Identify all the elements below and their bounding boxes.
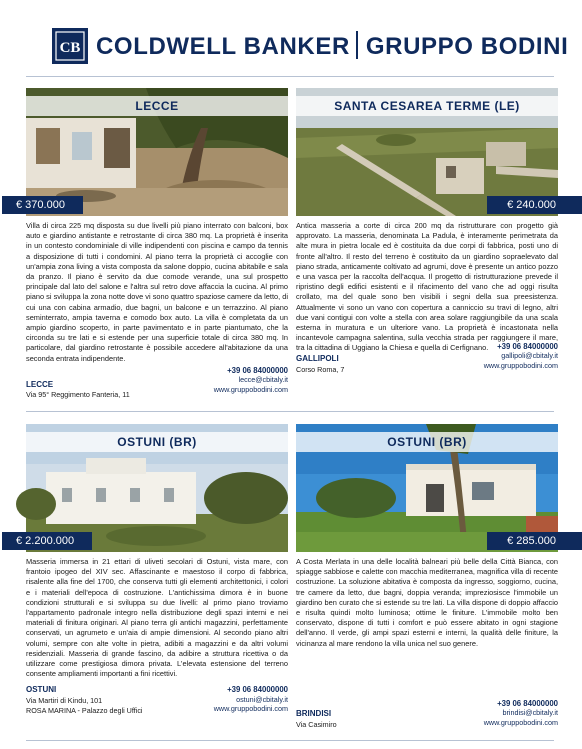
page-header — [0, 0, 580, 78]
listing-description: Antica masseria a corte di circa 200 mq da ristrutturare con progetto già approvato. La masseria, denominata La Padula, è interamente perimetrata da alte mura in pietra locale ed è costituita da due corpi di fabbrica, posti uno di fronte all'altro. Il resto del terreno è costituito da un giardino sopraelevato dal piano strada, anticamente coltivato ad agrumi, dove è presente un antico pozzo e una vasca per la raccolta dell'acqua. Il progetto di ristrutturazione prevede il ripristino degli edifici esistenti e il rifacimento del vano che ad oggi risulta crollato, ma del quale sono ben visibili i segni della sua preesistenza. Attualmente vi sono un vano con copertura a canniccio su travi di legno, altri due vani contigui con volte a stella con area solare raggiungibile da una scala esterna in muratura e un ulteriore vano. La proprietà è incastonata nella incantevole campagna salentina, sulla vecchia strada per raggiungere il mare, tra la cittadina di Uggiano la Chiesa e quella di Cerfignano. — [296, 221, 558, 353]
listing-description: Villa di circa 225 mq disposta su due livelli più piano interrato con balconi, box auto e giardino antistante e retrostante di circa 380 mq. La proprietà è inserita in un contesto condominiale di ville indipendenti con piscina e campo da tennis a disposizione di tutti i condomini. Al piano terra la proprietà ci accoglie con un'ampia zona living a vista composta da salone doppio, cucina abitabile e sala da pranzo. Il piano è servito da due comode verande, una sul prospetto principale dal lato del salone e l'altra sul retro dove affaccia la cucina. Al primo piano si sviluppa la zona notte dove vi sono quattro spaziose camere da letto, di cui una con cabina armadio, due bagni, un balcone e un terrazzino. Al piano seminterrato, ampia taverna e comodo box auto. La villa è completata da un ampio giardino scoperto, in parte pavimentato e in parte piantumato, che la circonda su tre lati e si estende per una superficie totale di circa 380 mq. In particolare, dal giardino retrostante è possibile accedere all'abitazione da una seconda entrata indipendente. — [26, 221, 288, 363]
office-website[interactable]: www.gruppobodini.com — [483, 717, 558, 727]
listing-card[interactable] — [16, 424, 288, 716]
office-email[interactable]: lecce@cbitaly.it — [238, 375, 288, 385]
listing-photo[interactable] — [16, 424, 288, 552]
footer-divider — [26, 740, 554, 741]
cb-logo — [52, 28, 88, 64]
listing-photo[interactable] — [16, 88, 288, 216]
cb-logo-icon — [52, 28, 88, 64]
office-website[interactable]: www.gruppobodini.com — [213, 384, 288, 394]
office-contacts — [214, 685, 288, 714]
listing-description: A Costa Merlata in una delle località balneari più belle della Città Bianca, con spiagge sabbiose e calette con macchia mediterranea, magnifica villa di recente costruzione. La soluzione abitativa è composta da ingresso, soggiorno, cucina, tre camere da letto, due bagni, doppia veranda; impreziosisce l'immobile un giardino ben curato che si estende su tre lati. La villa dispone di doppio affaccio e risulta quindi molto luminosa; ottime le finiture. L'immobile molto ben conservato, dispone di tutti i comfort e può essere abitato in ogni stagione dell'anno. Il verde, gli ampi spazi esterni e interni, la qualità delle finiture, la vicinanza al mare rendono la villa unica nel suo genere. — [296, 557, 558, 648]
listing-card[interactable] — [296, 424, 558, 733]
office-address: Via 95° Reggimento Fanteria, 11 — [26, 389, 130, 399]
listing-card[interactable] — [296, 88, 558, 390]
price-tag: € 285.000 — [487, 532, 582, 550]
header-divider — [26, 76, 554, 77]
office-city: OSTUNI — [26, 685, 57, 695]
office-footer — [296, 699, 558, 733]
office-footer — [296, 341, 558, 390]
price-tag: € 370.000 — [2, 196, 83, 214]
office-website[interactable]: www.gruppobodini.com — [483, 360, 558, 370]
section-divider — [26, 411, 554, 412]
svg-text:CB: CB — [59, 40, 81, 56]
office-email[interactable]: ostuni@cbitaly.it — [236, 694, 288, 704]
office-email[interactable]: brindisi@cbitaly.it — [502, 708, 558, 718]
office-phone[interactable]: +39 06 84000000 — [497, 698, 558, 708]
office-website[interactable]: www.gruppobodini.com — [213, 704, 288, 714]
listing-photo[interactable] — [296, 88, 558, 216]
location-banner: LECCE — [26, 96, 288, 116]
location-banner: SANTA CESAREA TERME (LE) — [296, 96, 558, 116]
office-city: GALLIPOLI — [296, 353, 339, 363]
office-contacts — [484, 699, 558, 728]
office-phone[interactable]: +39 06 84000000 — [497, 341, 558, 351]
office-phone[interactable]: +39 06 84000000 — [227, 365, 288, 375]
office-city: LECCE — [26, 379, 54, 389]
office-contacts — [214, 366, 288, 395]
listing-description: Masseria immersa in 21 ettari di uliveti secolari di Ostuni, vista mare, con frantoio ipogeo del XIV sec. Affascinante e maestoso il corpo di fabbrica, risalente alla fine del 1700, che conserva tutti gli elementi architettonici, i colori e i materiali dell'epoca di costruzione. L'antichissima dimora è in buone condizioni strutturali e si sviluppa su due livelli: al primo piano troviamo l'appartamento padronale integro nella distribuzione degli spazi interni e nei materiali di finitura originari. Al piano terra gli antichi magazzini, perfettamente conservati, un agrumeto e un'aia di ampie dimensioni. Al secondo piano altri volumi, sempre con alte volte in pietra, adibiti a magazzini e da altri volumi residenziali. Masseria di grande fascino, da adibire a struttura ricettiva o da utilizzare come prestigiosa dimora privata. L'elevata estensione del terreno consente ampliamenti importanti a fini ricettivi. — [26, 557, 288, 679]
brand-left: COLDWELL BANKER — [96, 33, 350, 60]
brand-separator — [356, 31, 358, 59]
office-footer — [26, 366, 288, 400]
location-banner: OSTUNI (BR) — [26, 432, 288, 452]
office-address: Corso Roma, 7 — [296, 364, 345, 374]
office-phone[interactable]: +39 06 84000000 — [227, 685, 288, 695]
office-email[interactable]: gallipoli@cbitaly.it — [501, 351, 558, 361]
office-address-secondary: ROSA MARINA - Palazzo degli Uffici — [26, 706, 143, 716]
office-city: BRINDISI — [296, 708, 332, 718]
location-banner: OSTUNI (BR) — [296, 432, 558, 452]
price-tag: € 240.000 — [487, 196, 582, 214]
listing-card[interactable] — [16, 88, 288, 400]
listing-photo[interactable] — [296, 424, 558, 552]
brand-right: GRUPPO BODINI — [365, 33, 569, 60]
office-address: Via Casimiro — [296, 719, 337, 729]
office-contacts — [484, 342, 558, 371]
office-address: Via Martiri di Kindu, 101 — [26, 696, 103, 706]
brand-name — [96, 31, 568, 61]
office-footer — [26, 681, 288, 715]
price-tag: € 2.200.000 — [2, 532, 92, 550]
